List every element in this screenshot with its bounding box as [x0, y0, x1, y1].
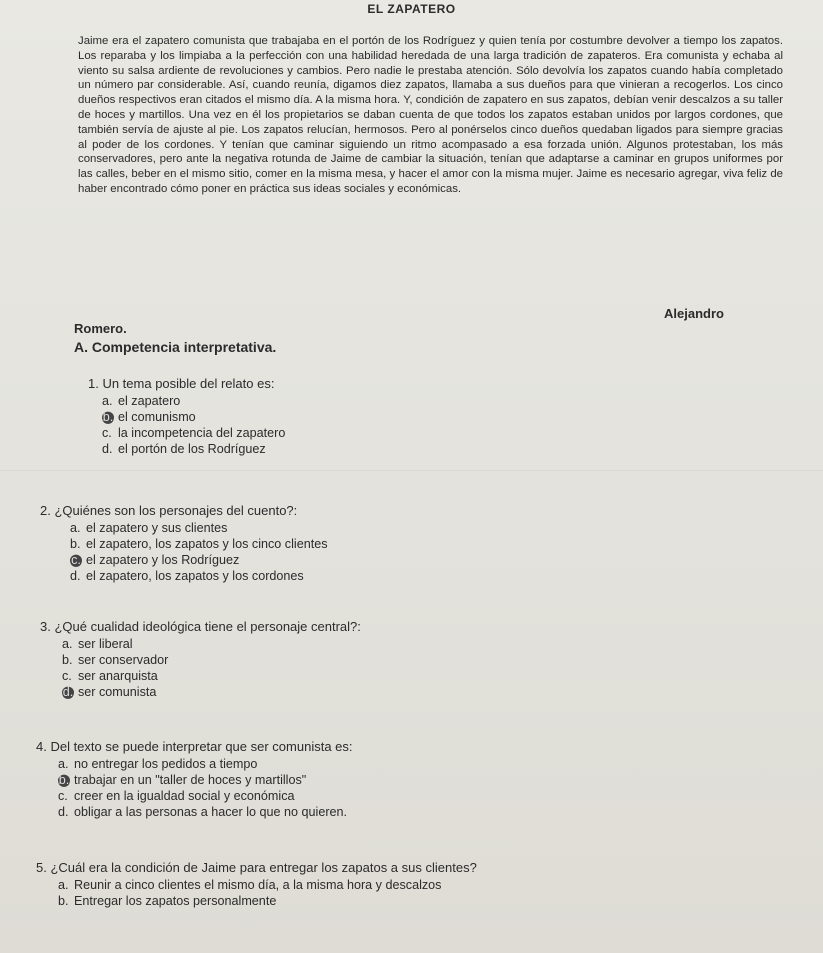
option-b[interactable]: b. el comunismo — [102, 410, 196, 424]
document-title: EL ZAPATERO — [367, 2, 456, 16]
option-d[interactable]: d. ser comunista — [62, 685, 157, 699]
option-b[interactable]: b. ser conservador — [62, 653, 169, 667]
question-text: 2. ¿Quiénes son los personajes del cuento?: — [40, 503, 298, 518]
section-title: A. Competencia interpretativa. — [74, 339, 277, 355]
option-c[interactable]: c. ser anarquista — [62, 669, 158, 683]
answer-mark: b. — [102, 410, 114, 424]
author-first-name: Alejandro — [664, 306, 724, 321]
option-a[interactable]: a. el zapatero y sus clientes — [70, 521, 228, 535]
divider — [0, 470, 823, 471]
answer-mark: b. — [58, 773, 70, 787]
question-text: 3. ¿Qué cualidad ideológica tiene el personaje central?: — [40, 619, 361, 634]
answer-mark: d. — [62, 685, 74, 699]
question-5 — [36, 860, 477, 909]
option-d[interactable]: d. el zapatero, los zapatos y los cordones — [70, 569, 304, 583]
option-a[interactable]: a. el zapatero — [102, 394, 181, 408]
option-c[interactable]: c. la incompetencia del zapatero — [102, 426, 286, 440]
option-b[interactable]: b. trabajar en un "taller de hoces y martillos" — [58, 773, 307, 787]
answer-mark: c. — [71, 553, 81, 567]
question-3 — [40, 619, 361, 700]
author-last-name: Romero. — [74, 321, 127, 336]
story-text: Jaime era el zapatero comunista que trabajaba en el portón de los Rodríguez y quien tenía por costumbre devolver a tiempo los zapatos. Los reparaba y los limpiaba a la perfección con una habilidad heredada de una larga tradición de zapateros. Era comunista y echaba al viento su salsa ardiente de revoluciones y cambios. Pero nadie le prestaba atención. Sólo devolvía los zapatos cuando había completado un número par considerable. Así, cuando reunía, digamos diez zapatos, llamaba a sus dueños para que vinieran a recogerlos. Los cinco dueños respectivos eran citados el mismo día. A la misma hora. Y, condición de zapatero en sus zapatos, debían venir descalzos a su taller de hoces y martillos. Una vez en él los propietarios se daban cuenta de que todos los zapatos estaban unidos por largos cordones, que también servía de ajuste al pie. Los zapatos relucían, hermosos. Pero al ponérselos cinco dueños quedaban ligados para siempre gracias al poder de los cordones. Y tenían que caminar siguiendo un ritmo acompasado a esa forzada unión. Algunos protestaban, los más conservadores, pero ante la negativa rotunda de Jaime de cambiar la situación, tenían que adaptarse a caminar en grupos uniformes por las calles, beber en el mismo sitio, comer en la misma mesa, y hacer el amor con la misma mujer. Jaime es necesario agregar, viva feliz de haber encontrado cómo poner en práctica sus ideas sociales y económicas. — [78, 35, 783, 195]
option-d[interactable]: d. obligar a las personas a hacer lo que no quieren. — [58, 805, 348, 819]
option-d[interactable]: d. el portón de los Rodríguez — [102, 442, 266, 456]
option-a[interactable]: a. ser liberal — [62, 637, 133, 651]
option-a[interactable]: a. Reunir a cinco clientes el mismo día, a la misma hora y descalzos — [58, 878, 442, 892]
option-a[interactable]: a. no entregar los pedidos a tiempo — [58, 757, 258, 771]
question-text: 5. ¿Cuál era la condición de Jaime para entregar los zapatos a sus clientes? — [36, 860, 477, 875]
question-text: 4. Del texto se puede interpretar que ser comunista es: — [36, 739, 353, 754]
question-4 — [36, 739, 353, 820]
option-b[interactable]: b. el zapatero, los zapatos y los cinco clientes — [70, 537, 328, 551]
option-c[interactable]: c. creer en la igualdad social y económica — [58, 789, 295, 803]
question-text: 1. Un tema posible del relato es: — [88, 376, 275, 391]
option-b[interactable]: b. Entregar los zapatos personalmente — [58, 894, 277, 908]
option-c[interactable]: c. el zapatero y los Rodríguez — [71, 553, 240, 567]
question-2 — [40, 503, 328, 584]
question-1 — [88, 376, 285, 457]
